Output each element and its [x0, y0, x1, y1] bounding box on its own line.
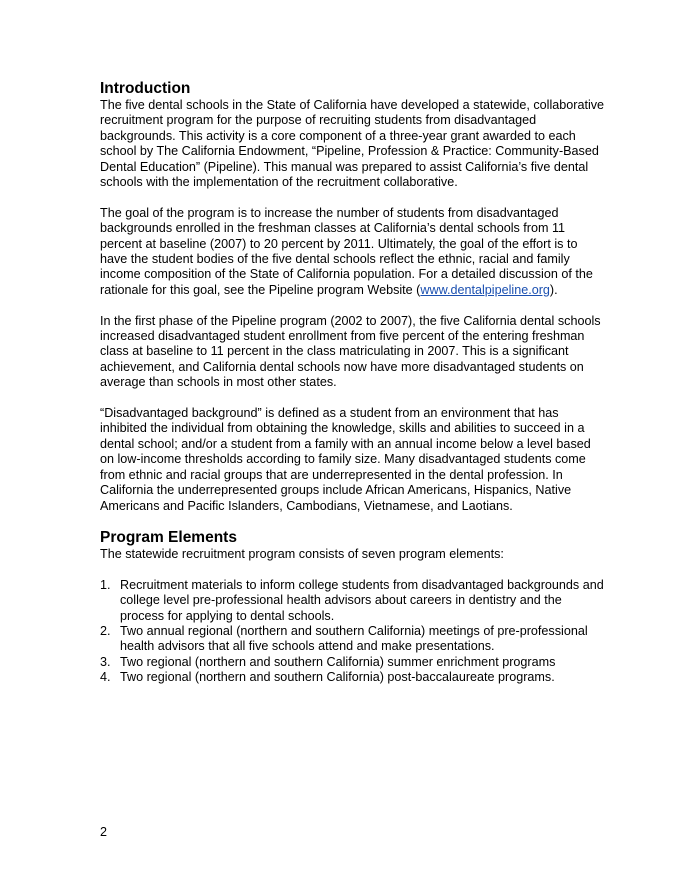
- list-item-number: 3.: [100, 654, 111, 669]
- program-elements-list: [100, 578, 605, 686]
- list-item-text: Two regional (northern and southern California) summer enrichment programs: [120, 654, 556, 669]
- page-number: 2: [100, 825, 108, 839]
- list-item-number: 4.: [100, 670, 111, 685]
- list-item-text: Recruitment materials to inform college students from disadvantaged backgrounds and college level pre-professional health advisors about careers in dentistry and the process for applying to dental schools.: [120, 577, 604, 623]
- list-item: [100, 578, 605, 624]
- intro-paragraph-3: In the first phase of the Pipeline program (2002 to 2007), the five California dental schools increased disadvantaged student enrollment from five percent of the entering freshman class at baseline to 11 percent in the class matriculating in 2007. This is a significant achievement, and California dental schools now have more disadvantaged students on average than schools in most other states.: [100, 313, 601, 390]
- section-heading-introduction: Introduction: [100, 80, 191, 97]
- program-elements-intro: The statewide recruitment program consists of seven program elements:: [100, 546, 504, 561]
- list-item: [100, 655, 605, 670]
- list-item-text: Two annual regional (northern and southern California) meetings of pre-professional health advisors that all five schools attend and make presentations.: [120, 623, 588, 654]
- dentalpipeline-link[interactable]: www.dentalpipeline.org: [420, 282, 550, 297]
- list-item: [100, 670, 605, 685]
- document-page: [100, 79, 605, 686]
- list-item-number: 2.: [100, 623, 111, 638]
- intro-paragraph-2-end: ).: [549, 282, 558, 297]
- section-heading-program-elements: Program Elements: [100, 528, 237, 546]
- intro-paragraph-4: “Disadvantaged background” is defined as a student from an environment that has inhibited the individual from obtaining the knowledge, skills and abilities to succeed in a dental school; and/or a student from a family with an annual income below a level based on low-income thresholds according to family size. Many disadvantaged students come from ethnic and racial groups that are underrepresented in the dental profession. In California the underrepresented groups include African Americans, Hispanics, Native Americans and Pacific Islanders, Cambodians, Vietnamese, and Laotians.: [100, 406, 591, 513]
- intro-paragraph-2: [100, 206, 605, 298]
- intro-paragraph-1: The five dental schools in the State of California have developed a statewide, collaborative recruitment program for the purpose of recruiting students from disadvantaged backgrounds. This activity is a core component of a three-year grant awarded to each school by The California Endowment, “Pipeline, Profession & Practice: Community-Based Dental Education” (Pipeline). This manual was prepared to assist California’s five dental schools with the implementation of the recruitment collaborative.: [100, 98, 605, 190]
- list-item: [100, 624, 605, 655]
- list-item-number: 1.: [100, 577, 111, 592]
- list-item-text: Two regional (northern and southern California) post-baccalaureate programs.: [120, 670, 555, 685]
- intro-paragraph-2-text: The goal of the program is to increase the number of students from disadvantaged backgrounds enrolled in the freshman classes at California’s dental schools from 11 percent at baseline (2007) to 20 percent by 2011. Ultimately, the goal of the effort is to have the student bodies of the five dental schools reflect the ethnic, racial and family income composition of the State of California population. For a detailed discussion of the rationale for this goal, see the Pipeline program Website (: [100, 205, 593, 297]
